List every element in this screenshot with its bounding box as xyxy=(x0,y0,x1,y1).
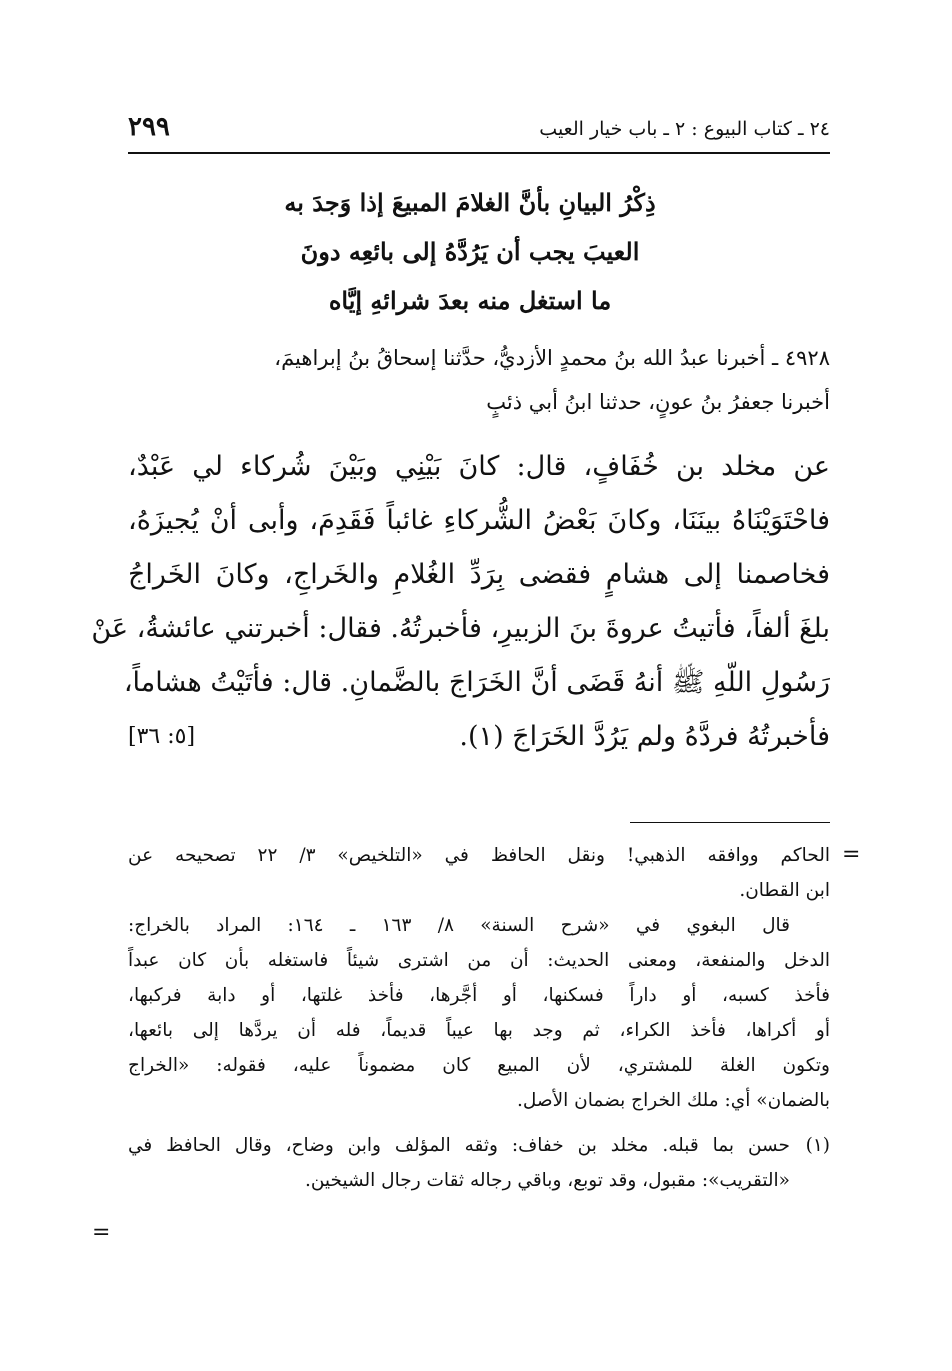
chain-line: ٤٩٢٨ ـ أخبرنا عبدُ الله بنُ محمدٍ الأزديُّ، حدَّثنا إسحاقُ بنُ إبراهيمَ، xyxy=(274,346,830,370)
matn-line: فاحْتَوَيْنَاهُ بينَنَا، وكانَ بَعْضُ الشُّركاءِ غائباً فَقَدِمَ، وأبى أنْ يُجيزَهُ، xyxy=(128,505,830,536)
running-title: ٢٤ ـ كتاب البيوع : ٢ ـ باب خيار العيب xyxy=(539,118,830,140)
hadith-reference: [٥: ٣٦] xyxy=(128,724,196,749)
matn-line: فخاصمنا إلى هشامٍ فقضى بِرَدِّ الغُلامِ والخَراجِ، وكانَ الخَراجُ xyxy=(128,559,830,590)
footnote-line: وتكون الغلة للمشتري، لأن المبيع كان مضموناً عليه، فقوله: «الخراج xyxy=(128,1055,830,1076)
matn-line: بلغَ ألفاً، فأتيتُ عروةَ بنَ الزبيرِ، فأخبرتُهُ. فقال: أخبرتني عائشةُ، عَنْ xyxy=(91,613,830,644)
footnote-1-text: حسن بما قبله. مخلد بن خفاف: وثقه المؤلف وابن وضاح، وقال الحافظ في xyxy=(128,1135,790,1156)
continuation-mark: = xyxy=(842,842,861,867)
chapter-title-line: العيبَ يجب أن يَرُدَّهُ إلى بائعِه دونَ xyxy=(300,237,640,266)
page-header xyxy=(128,112,830,152)
footnote-line: بالضمان» أي: ملك الخراج بضمان الأصل. xyxy=(517,1090,830,1111)
matn-line-text: فأخبرتُهُ فردَّهُ ولم يَرُدَّ الخَرَاجَ (١). xyxy=(459,721,830,752)
footnote-divider xyxy=(630,822,830,823)
page-number: ٢٩٩ xyxy=(128,112,170,142)
footnote-line: ابن القطان. xyxy=(739,880,830,901)
footnote-line: الدخل والمنفعة، ومعنى الحديث: أن من اشترى شيئاً فاستغله بأن كان عبداً xyxy=(128,950,830,971)
chain-line: أخبرنا جعفرُ بنُ عونٍ، حدثنا ابنُ أبي ذئبٍ xyxy=(486,390,830,414)
footnote-line: فأخذ كسبه، أو داراً فسكنها، أو أجَّرها، فأخذ غلتها، أو دابة فركبها، xyxy=(128,985,830,1006)
footnote-1-line xyxy=(128,1128,830,1163)
hadith-chain xyxy=(128,336,830,424)
footnote-1-line: «التقريب»: مقبول، وقد توبع، وباقي رجاله ثقات رجال الشيخين. xyxy=(304,1170,790,1191)
hadith-text xyxy=(91,440,830,764)
footnote-1-number: (١) xyxy=(805,1135,830,1156)
chapter-title-line: ذِكْرُ البيانِ بأنَّ الغلامَ المبيعَ إذا وَجدَ به xyxy=(284,188,656,217)
next-page-mark: = xyxy=(92,1220,111,1245)
matn-line: رَسُولِ اللّهِ ﷺ أنهُ قَضَى أنَّ الخَرَاجَ بالضَّمانِ. قال: فأتَيْتُ هشاماً، xyxy=(123,667,830,698)
footnote-line: الحاكم ووافقه الذهبي! ونقل الحافظ في «التلخيص» ٣/ ٢٢ تصحيحه عن xyxy=(128,845,830,866)
footnote-line: أو أكراها، فأخذ الكراء، ثم وجد بها عيباً قديماً، فله أن يردَّها إلى بائعها، xyxy=(128,1020,830,1041)
footnotes xyxy=(128,838,830,1198)
matn-line-last xyxy=(128,710,830,764)
matn-line: عن مخلد بن خُفَافٍ، قال: كانَ بَيْنِي وبَيْنَ شُركاء لي عَبْدٌ، xyxy=(128,451,830,482)
chapter-title-line: ما استغل منه بعدَ شرائهِ إيَّاه xyxy=(328,286,612,315)
footnote-line: قال البغوي في «شرح السنة» ٨/ ١٦٣ ـ ١٦٤: المراد بالخراج: xyxy=(128,915,790,936)
chapter-title xyxy=(270,178,670,325)
header-divider xyxy=(128,152,830,154)
